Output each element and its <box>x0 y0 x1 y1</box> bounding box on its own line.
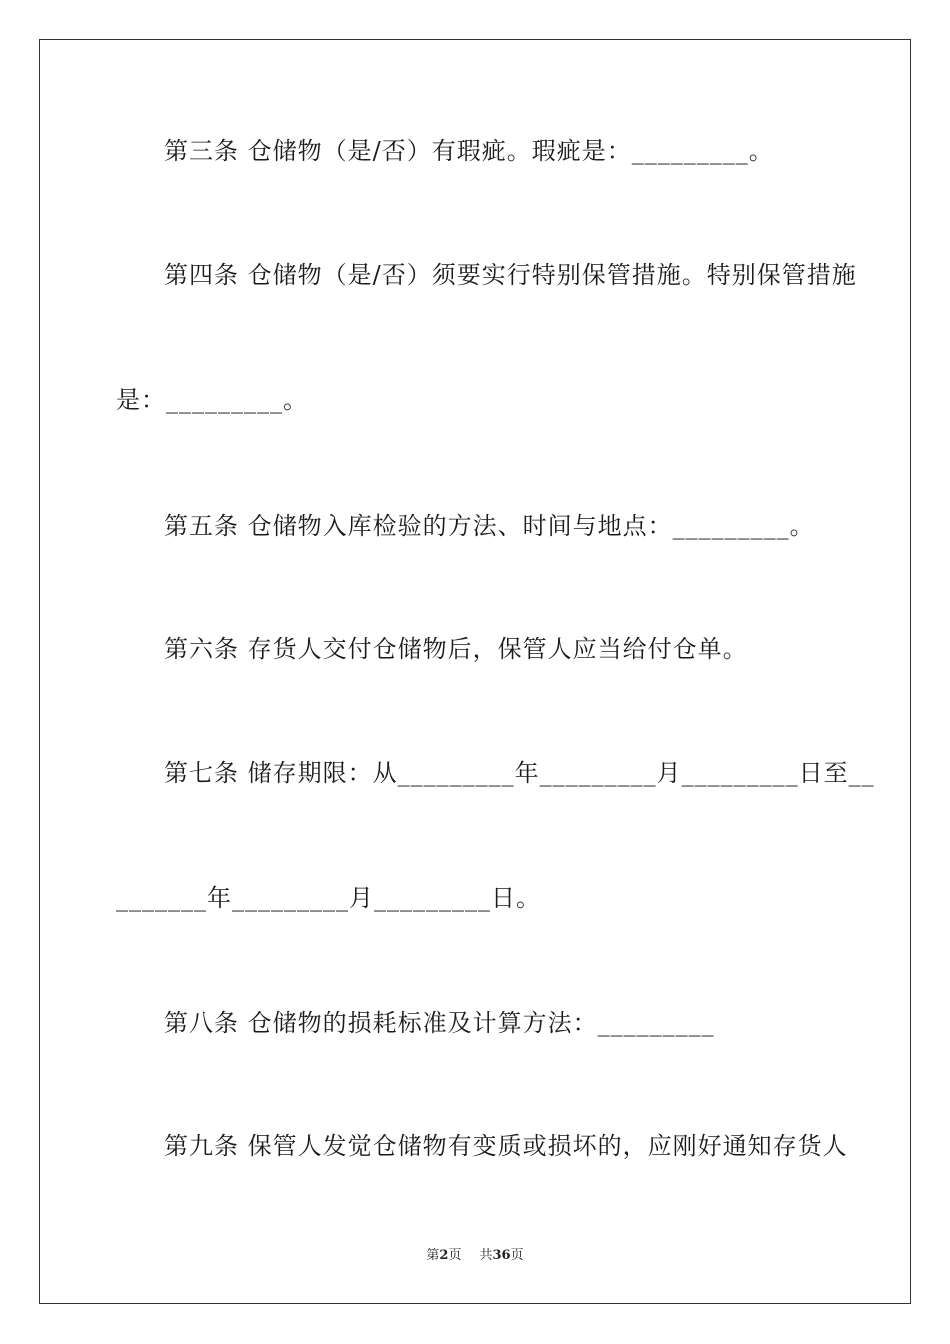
page-footer <box>0 1247 950 1265</box>
page-suffix: 页 <box>448 1248 462 1263</box>
page-prefix: 第 <box>426 1248 440 1263</box>
clause-3: 第三条 仓储物（是/否）有瑕疵。瑕疵是：_________。 <box>164 137 774 165</box>
clause-8: 第八条 仓储物的损耗标准及计算方法：_________ <box>164 1009 715 1037</box>
clause-7-line-2: _______年_________月_________日。 <box>116 884 541 912</box>
clause-9-line-1: 第九条 保管人发觉仓储物有变质或损坏的，应刚好通知存货人 <box>164 1132 848 1160</box>
clause-6: 第六条 存货人交付仓储物后，保管人应当给付仓单。 <box>164 635 748 663</box>
clause-5: 第五条 仓储物入库检验的方法、时间与地点：_________。 <box>164 512 815 540</box>
clause-7-line-1: 第七条 储存期限：从_________年_________月_________日至__ <box>164 759 875 787</box>
page-number: 2 <box>439 1248 449 1263</box>
page-border <box>39 39 911 1304</box>
total-prefix: 共 <box>479 1248 493 1263</box>
clause-4-line-1: 第四条 仓储物（是/否）须要实行特别保管措施。特别保管措施 <box>164 261 857 289</box>
clause-4-line-2: 是：_________。 <box>116 386 308 414</box>
total-pages: 36 <box>492 1248 511 1263</box>
total-suffix: 页 <box>510 1248 524 1263</box>
